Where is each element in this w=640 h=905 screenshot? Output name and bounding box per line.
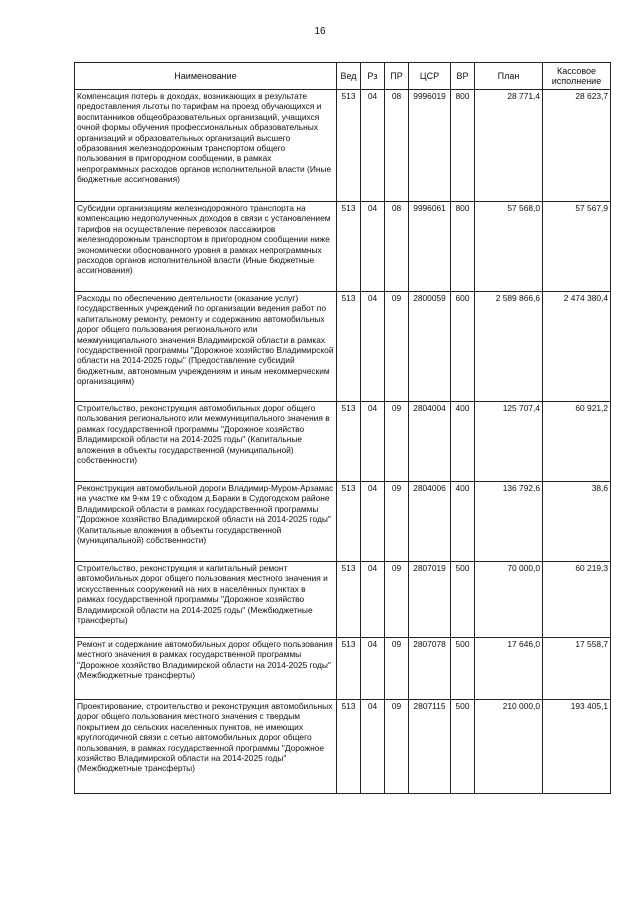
row-csr: 2800059 <box>409 292 451 402</box>
budget-table <box>74 62 611 794</box>
row-rz: 04 <box>361 202 385 292</box>
row-pr: 08 <box>385 90 409 202</box>
row-plan: 136 792,6 <box>475 482 543 562</box>
row-ved: 513 <box>337 402 361 482</box>
row-vr: 600 <box>451 292 475 402</box>
row-plan: 2 589 866,6 <box>475 292 543 402</box>
row-rz: 04 <box>361 638 385 700</box>
row-cash: 38,6 <box>543 482 611 562</box>
row-vr: 400 <box>451 402 475 482</box>
row-cash: 57 567,9 <box>543 202 611 292</box>
row-vr: 500 <box>451 562 475 638</box>
row-vr: 500 <box>451 638 475 700</box>
row-rz: 04 <box>361 482 385 562</box>
table-header-row <box>75 63 611 90</box>
header-csr: ЦСР <box>409 63 451 90</box>
row-pr: 09 <box>385 292 409 402</box>
row-cash: 2 474 380,4 <box>543 292 611 402</box>
row-rz: 04 <box>361 700 385 794</box>
row-csr: 2804006 <box>409 482 451 562</box>
row-csr: 2807019 <box>409 562 451 638</box>
row-csr: 9996019 <box>409 90 451 202</box>
row-name: Компенсация потерь в доходах, возникающих в результате предоставления льготы по тарифам на проезд обучающихся и воспитанников общеобразовательных организаций, учащихся очной формы обучения профессиональных образовательных организаций и образовательных организаций высшего образования железнодорожным транспортом общего пользования в пригородном сообщении, в рамках непрограммных расходов органов исполнительной власти (Иные бюджетные ассигнования) <box>75 90 337 202</box>
row-pr: 08 <box>385 202 409 292</box>
row-csr: 9996061 <box>409 202 451 292</box>
row-csr: 2807078 <box>409 638 451 700</box>
row-name: Строительство, реконструкция и капитальный ремонт автомобильных дорог общего пользования местного значения и искусственных сооружений на них в населённых пунктах в рамках государственной программы "Дорожное хозяйство Владимирской области на 2014-2025 годы" (Межбюджетные трансферты) <box>75 562 337 638</box>
table-row <box>75 402 611 482</box>
row-name: Ремонт и содержание автомобильных дорог общего пользования местного значения в рамках государственной программы "Дорожное хозяйство Владимирской области на 2014-2025 годы" (Межбюджетные трансферты) <box>75 638 337 700</box>
row-cash: 60 219,3 <box>543 562 611 638</box>
row-pr: 09 <box>385 482 409 562</box>
row-name: Строительство, реконструкция автомобильных дорог общего пользования регионального или межмуниципального значения в рамках государственной программы "Дорожное хозяйство Владимирской области на 2014-2025 годы" (Капитальные вложения в объекты государственной (муниципальной) собственности) <box>75 402 337 482</box>
row-plan: 125 707,4 <box>475 402 543 482</box>
row-pr: 09 <box>385 402 409 482</box>
row-ved: 513 <box>337 562 361 638</box>
row-ved: 513 <box>337 90 361 202</box>
table-row <box>75 202 611 292</box>
row-pr: 09 <box>385 700 409 794</box>
header-name: Наименование <box>75 63 337 90</box>
row-ved: 513 <box>337 292 361 402</box>
row-pr: 09 <box>385 562 409 638</box>
row-csr: 2804004 <box>409 402 451 482</box>
row-name: Субсидии организациям железнодорожного транспорта на компенсацию недополученных доходов в связи с установлением тарифов на осуществление перевозок пассажиров железнодорожным транспортом в пригородном сообщении ниже экономически обоснованного уровня в рамках непрограммных расходов органов исполнительной власти (Иные бюджетные ассигнования) <box>75 202 337 292</box>
row-vr: 800 <box>451 90 475 202</box>
row-rz: 04 <box>361 562 385 638</box>
row-rz: 04 <box>361 90 385 202</box>
table-row <box>75 638 611 700</box>
page-number: 16 <box>314 26 326 37</box>
row-rz: 04 <box>361 292 385 402</box>
row-rz: 04 <box>361 402 385 482</box>
row-cash: 28 623,7 <box>543 90 611 202</box>
row-cash: 60 921,2 <box>543 402 611 482</box>
row-csr: 2807115 <box>409 700 451 794</box>
row-name: Проектирование, строительство и реконструкция автомобильных дорог общего пользования местного значения с твердым покрытием до сельских населенных пунктов, не имеющих круглогодичной связи с сетью автомобильных дорог общего пользования, в рамках государственной программы "Дорожное хозяйство Владимирской области на 2014-2025 годы" (Межбюджетные трансферты) <box>75 700 337 794</box>
row-ved: 513 <box>337 202 361 292</box>
row-ved: 513 <box>337 482 361 562</box>
row-cash: 193 405,1 <box>543 700 611 794</box>
header-rz: Рз <box>361 63 385 90</box>
header-plan: План <box>475 63 543 90</box>
header-pr: ПР <box>385 63 409 90</box>
row-plan: 17 646,0 <box>475 638 543 700</box>
row-name: Реконструкция автомобильной дороги Владимир-Муром-Арзамас на участке км 9-км 19 с обходом д.Бараки в Судогодском районе Владимирской области в рамках государственной программы "Дорожное хозяйство Владимирской области на 2014-2025 годы" (Капитальные вложения в объекты государственной (муниципальной) собственности) <box>75 482 337 562</box>
table-row <box>75 562 611 638</box>
row-plan: 70 000,0 <box>475 562 543 638</box>
row-plan: 28 771,4 <box>475 90 543 202</box>
row-vr: 800 <box>451 202 475 292</box>
row-cash: 17 558,7 <box>543 638 611 700</box>
table-row <box>75 292 611 402</box>
header-ved: Вед <box>337 63 361 90</box>
header-vr: ВР <box>451 63 475 90</box>
row-vr: 500 <box>451 700 475 794</box>
table-row <box>75 90 611 202</box>
row-vr: 400 <box>451 482 475 562</box>
table-row <box>75 700 611 794</box>
row-name: Расходы по обеспечению деятельности (оказание услуг) государственных учреждений по организации ведения работ по капитальному ремонту, ремонту и содержанию автомобильных дорог общего пользования регионального или межмуниципального значения Владимирской области в рамках государственной программы "Дорожное хозяйство Владимирской области на 2014-2025 годы" (Предоставление субсидий бюджетным, автономным учреждениям и иным некоммерческим организациям) <box>75 292 337 402</box>
row-pr: 09 <box>385 638 409 700</box>
row-ved: 513 <box>337 638 361 700</box>
table-row <box>75 482 611 562</box>
row-ved: 513 <box>337 700 361 794</box>
row-plan: 57 568,0 <box>475 202 543 292</box>
row-plan: 210 000,0 <box>475 700 543 794</box>
header-cash: Кассовое исполнение <box>543 63 611 90</box>
